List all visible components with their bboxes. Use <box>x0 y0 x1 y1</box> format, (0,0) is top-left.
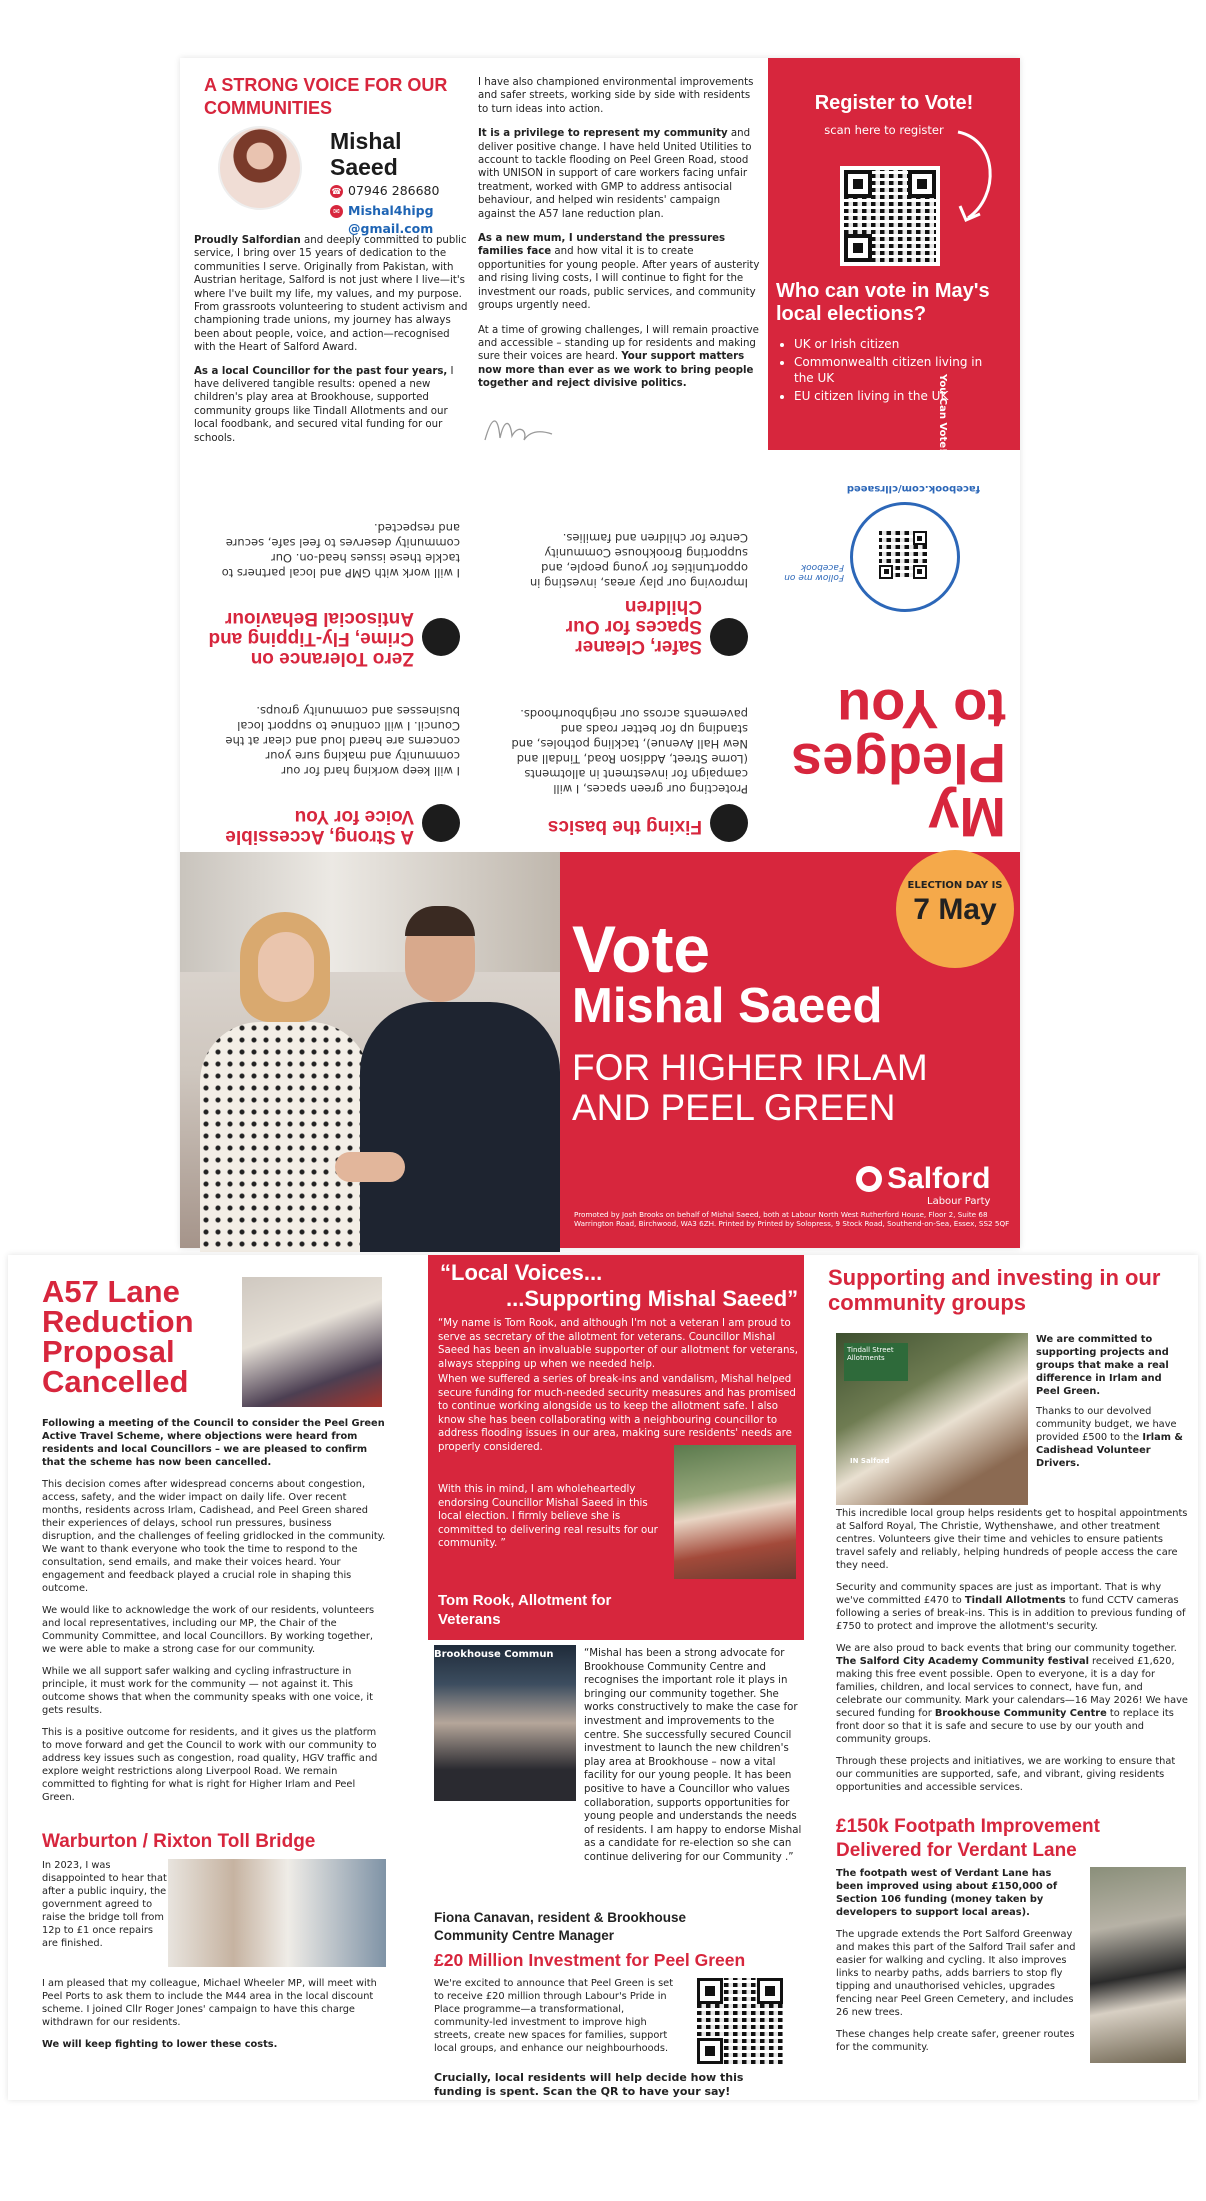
badge-date: 7 May <box>913 893 997 926</box>
toll-p1: In 2023, I was disappointed to hear that after a public inquiry, the government agreed to raise the bridge toll from 12p to £1 once repairs are finished. <box>42 1860 167 1949</box>
scan-caption: scan here to register <box>824 123 944 137</box>
email-icon: ✉ <box>330 205 343 218</box>
a57-heading: A57 Lane Reduction Proposal Cancelled <box>42 1274 194 1399</box>
voices-title-1: “Local Voices... <box>440 1260 603 1285</box>
bio-text <box>194 234 470 445</box>
you-can-vote-side: You Can Vote! <box>937 374 948 453</box>
pledges-title-3: to You <box>836 678 1006 741</box>
photo-person-1-dress <box>200 1022 370 1252</box>
curved-arrow-icon <box>950 126 1002 226</box>
pledge-4-heading: Zero Tolerance on Crime, Fly-Tipping and Antisocial Behaviour <box>208 608 414 669</box>
who-can-vote-heading: Who can vote in May's local elections? <box>776 280 990 325</box>
brookhouse-quote: “Mishal has been a strong advocate for Brookhouse Community Centre and recognises the important role it plays in bringing our community together. She works constructively to make the case for investment and improvements to the centre. She successfully secured Council investment to launch the new children's play area at Brookhouse – now a vital facility for our young people. It has been positive to have a Councillor who values collaboration, supports opportunities for young people and understands the needs of residents. I am happy to endorse Mishal as a candidate for re-election so she can continue delivering for our Community .” <box>584 1648 802 1863</box>
pledge-1-text: Protecting our green spaces, I will campaign for investment in allotments (Lorne Street, Addison Road, Tindall and New Hall Avenue), tackling potholes, and standing up for better roads and pavements across our neighbourhoods. <box>511 707 748 796</box>
facebook-qr-ring[interactable] <box>850 502 960 612</box>
a57-lead: Following a meeting of the Council to consider the Peel Green Active Travel Scheme, where objections were heard from residents and local Councillors – we are pleased to confirm that the scheme has now been cancelled. <box>42 1418 385 1468</box>
pledges-title-2: Pledges <box>791 732 1006 795</box>
salford-labour-logo <box>856 1162 990 1207</box>
community-p2a: Security and community spaces are just as important. That is why we've committed £470 to <box>836 1582 1162 1606</box>
a57-body <box>42 1417 387 1813</box>
vote-hero-panel <box>560 852 1020 1248</box>
mid-p3-bold: As a new mum, I understand the pressures families face <box>478 233 726 258</box>
candidate-last-name: Saeed <box>330 154 398 180</box>
footpath-body <box>836 1867 1082 2063</box>
pledge-bullet <box>422 804 460 842</box>
phone-icon: ☎ <box>331 187 342 196</box>
community-p3c: received £1,620, making this free event possible. Open to everyone, it is a day for families, children, and local services to connect, have fun, and celebrate our community. Mark your calendars—16 May 2026! We have secured funding for <box>836 1656 1188 1719</box>
footpath-p1: The upgrade extends the Port Salford Greenway and makes this part of the Salford Trail safer and easier for walking and cycling. It also improves links to nearby paths, adds barriers to stop fly tipping and unauthorised vehicles, upgrades fencing near Peel Green Cemetery, and includes 26 new trees. <box>836 1929 1076 2018</box>
footpath-photo <box>1090 1867 1186 2063</box>
register-title: Register to Vote! <box>814 92 974 114</box>
ward-line-2: AND PEEL GREEN <box>572 1087 896 1128</box>
community-p4: Through these projects and initiatives, we are working to ensure that our communities are supported, safe, and vibrant, giving residents opportunities and accessible services. <box>836 1756 1176 1793</box>
pledge-4-text: I will work with GMP and local partners to tackle these issues head-on. Our community deserves to feel safe, secure and respected. <box>221 521 460 580</box>
pledge-1-heading: Fixing the basics <box>547 816 702 837</box>
toll-body-2 <box>42 1977 387 2060</box>
bio-p2: I have delivered tangible results: opened a new children's play area at Brookhouse, supported community groups like Tindall Allotments and our local foodbank, and secured vital funding for our schools. <box>194 365 454 444</box>
footpath-lead: The footpath west of Verdant Lane has been improved using about £150,000 of Section 106 funding (money taken by developers to support local areas). <box>836 1868 1058 1918</box>
pledges-section <box>180 450 1020 852</box>
investment-heading: £20 Million Investment for Peel Green <box>434 1950 746 1970</box>
pledge-2-text: I will keep working hard for our community and making sure your concerns are heard loud and clear at the Council. I will continue to support local businesses and community groups. <box>225 704 460 778</box>
photo-handshake <box>335 1152 405 1182</box>
community-p3d: Brookhouse Community Centre <box>934 1708 1107 1719</box>
mid-p2: and deliver positive change. I have held United Utilities to account to tackle flooding on Peel Green Road, stood with UNISON in support of care workers facing unfair treatment, worked with GMP to address antisocial behaviour, and helped win residents' campaign against the A57 lane reduction plan. <box>478 128 752 220</box>
eligibility-list <box>794 336 994 404</box>
community-lead: We are committed to supporting projects and groups that make a real difference in Irlam and Peel Green. <box>1036 1334 1169 1397</box>
brookhouse-photo <box>434 1645 576 1801</box>
allotments-sign: Tindall Street Allotments <box>844 1343 908 1381</box>
mid-p4: At a time of growing challenges, I will remain proactive and accessible – standing up for residents and making sure their voices are heard. <box>478 324 759 363</box>
logo-text: Salford <box>887 1162 991 1195</box>
toll-heading: Warburton / Rixton Toll Bridge <box>42 1831 316 1852</box>
leaflet-front-sheet <box>180 58 1020 1248</box>
toll-p2: I am pleased that my colleague, Michael Wheeler MP, will meet with Peel Ports to ask them to include the M44 area in the local discount scheme. I joined Cllr Roger Jones' campaign to have this charge withdrawn for our residents. <box>42 1978 377 2028</box>
candidate-first-name: Mishal <box>330 128 402 154</box>
pledge-bullet <box>710 804 748 842</box>
candidate-avatar <box>218 126 302 210</box>
imprint: Promoted by Josh Brooks on behalf of Mishal Saeed, both at Labour North West Rutherford House, Floor 2, Suite 68 Warrington Road, Birchwood, WA3 6ZH. Printed by Printed by Solopress, 9 Stock Road, Southend-on-Sea, Essex, SS2 5QF <box>574 1210 1010 1228</box>
tom-quote-top: “My name is Tom Rook, and although I'm not a veteran I am proud to serve as secretary of the allotment for veterans. Councillor Mishal Saeed has been an invaluable supporter of our allotment for veterans, always stepping up when we needed help. <box>438 1318 798 1370</box>
email-part-2[interactable]: @gmail.com <box>348 221 434 236</box>
pledge-3-text: Improving our play areas, investing in opportunities for young people, and supporting Brookhouse Community Centre for children and families. <box>529 531 748 590</box>
bio-p1: and deeply committed to public service, I bring over 15 years of dedication to the communities I serve. Originally from Pakistan, with Austrian heritage, Salford is not just where I live—it's where I've built my life, my values, and my purpose. From grassroots volunteering to student activism and championing trade unions, my journey has always been about people, voice, and action—recognised with the Heart of Salford Award. <box>194 235 468 354</box>
tindall-allotments-photo <box>836 1333 1028 1505</box>
mid-p4-bold: Your support matters now more than ever as we work to bring people together and reject divisive politics. <box>478 351 754 390</box>
strong-voice-heading: A STRONG VOICE FOR OUR COMMUNITIES <box>204 75 448 118</box>
vote-heading: Vote <box>572 912 711 986</box>
badge-label: ELECTION DAY IS <box>907 880 1003 891</box>
eligibility-item: • Commonwealth citizen living in the UK <box>794 354 994 386</box>
footpath-p2: These changes help create safer, greener routes for the community. <box>836 2029 1075 2053</box>
community-p2c: to fund CCTV cameras following a series of break-ins. This is in addition to previous funding of £750 to protect and improve the allotment's security. <box>836 1595 1186 1632</box>
facebook-qr-code[interactable] <box>877 529 929 581</box>
toll-body-1 <box>42 1859 170 1959</box>
tom-quote-mid: When we suffered a series of break-ins and vandalism, Mishal helped secure funding for much-needed security measures and has promised to continue working alongside us to keep the allotment safe. I also know she has been collaborating with a neighbouring councillor to address flooding issues in our area, making sure residents' needs are properly considered. <box>438 1374 796 1453</box>
candidate-with-mayor-photo <box>180 852 560 1248</box>
voices-title-2: ...Supporting Mishal Saeed” <box>506 1286 799 1311</box>
community-p3e: to replace its front door so that it is safe and secure to use by our youth and community groups. <box>836 1708 1174 1745</box>
pledge-bullet <box>422 618 460 656</box>
pledge-bullet <box>710 618 748 656</box>
tom-signature: Tom Rook, Allotment for Veterans <box>438 1592 612 1628</box>
middle-text <box>478 76 760 391</box>
email-line[interactable] <box>330 202 434 238</box>
a57-p1: This decision comes after widespread concerns about congestion, access, safety, and the wider impact on daily life. Over recent months, residents across Irlam, Cadishead, and Peel Green shared their experiences of delays, school run pressures, business disruption, and the challenges of feeling gridlocked in the community. We want to thank everyone who took the time to respond to the consultation, send emails, and make their voices heard. Your engagement and feedback played a crucial role in shaping this outcome. <box>42 1479 386 1594</box>
mid-p1: I have also championed environmental improvements and safer streets, working side by side with residents to turn ideas into action. <box>478 77 754 115</box>
photo-person-1-face <box>258 932 314 1002</box>
register-qr-code[interactable] <box>840 166 940 266</box>
tom-rook-photo <box>674 1445 796 1579</box>
facebook-url[interactable]: facebook.com/cllrsaeed <box>846 483 980 494</box>
mid-p3: and how vital it is to create opportunities for young people. After years of austerity and rising living costs, I will continue to fight for the investment our roads, public services, and community groups urgently need. <box>478 246 760 312</box>
community-p1c: This incredible local group helps residents get to hospital appointments at Salford Royal, The Christie, Wythenshawe, and other treatment centres. Volunteers give their time and vehicles to ensure patients travel safely and reliably, helping hundreds of people access the care they need. <box>836 1508 1188 1571</box>
brookhouse-sign: Brookhouse Commun <box>434 1649 554 1660</box>
ward-line-1: FOR HIGHER IRLAM <box>572 1047 928 1088</box>
investment-cta: Crucially, local residents will help decide how this funding is spent. Scan the QR to have your say! <box>434 2071 744 2098</box>
local-voices-panel <box>428 1255 804 1640</box>
phone-line <box>330 182 439 200</box>
eligibility-item: • EU citizen living in the UK <box>794 388 994 404</box>
logo-subtext: Labour Party <box>927 1196 991 1207</box>
signature <box>480 410 560 450</box>
community-p1-wrap <box>1036 1405 1186 1505</box>
allotments-sign-sub: IN Salford <box>850 1457 890 1465</box>
pledge-3-heading: Safer, Cleaner Spaces for Our Children <box>565 596 702 657</box>
email-part-1[interactable]: Mishal4hipg <box>348 203 434 218</box>
leaflet-back-sheet <box>8 1255 1198 2100</box>
pledges-title-1: My <box>928 786 1006 849</box>
footpath-heading: £150k Footpath Improvement Delivered for Verdant Lane <box>836 1816 1100 1861</box>
tom-quote-end: With this in mind, I am wholeheartedly endorsing Councillor Mishal Saeed in this local election. I firmly believe she is committed to delivering real results for our community. ” <box>438 1484 658 1550</box>
community-lead-wrap <box>1036 1333 1186 1407</box>
community-p3b: The Salford City Academy Community festival <box>836 1656 1089 1667</box>
phone-number: 07946 286680 <box>348 183 440 198</box>
a57-p2: We would like to acknowledge the work of our residents, volunteers and local representatives, including our MP, the Chair of the Community Committee, and local Councillors. By working together, we were able to make a strong case for our community. <box>42 1605 375 1655</box>
fiona-signature: Fiona Canavan, resident & Brookhouse Community Centre Manager <box>434 1910 687 1943</box>
candidate-heading: Mishal Saeed <box>572 979 883 1033</box>
mid-p2-bold: It is a privilege to represent my community <box>478 128 728 140</box>
pledge-2-heading: A Strong, Accessible Voice for You <box>225 806 414 847</box>
brookhouse-quote-wrap <box>584 1647 802 1863</box>
rose-icon <box>856 1166 882 1192</box>
community-p3a: We are also proud to back events that bring our community together. <box>836 1643 1177 1654</box>
investment-qr-code[interactable] <box>694 1975 786 2067</box>
photo-person-2-suit <box>360 1002 560 1252</box>
a57-photo <box>242 1277 382 1407</box>
community-p1a: Thanks to our devolved community budget, we have provided £500 to the <box>1036 1406 1177 1443</box>
election-day-badge <box>896 850 1014 968</box>
community-body <box>836 1507 1188 1803</box>
community-p1b: Irlam & Cadishead Volunteer Drivers. <box>1036 1432 1183 1469</box>
register-panel <box>768 58 1020 453</box>
a57-p3: While we all support safer walking and cycling infrastructure in principle, it must work for the community — not against it. This outcome shows that when the community speaks with one voice, it gets results. <box>42 1666 373 1716</box>
community-p2b: Tindall Allotments <box>964 1595 1066 1606</box>
bio-p2-bold: As a local Councillor for the past four years, <box>194 365 448 377</box>
toll-p3: We will keep fighting to lower these costs. <box>42 2039 278 2050</box>
photo-background <box>180 852 560 972</box>
follow-facebook: Follow me on Facebook <box>784 562 844 582</box>
bio-p1-bold: Proudly Salfordian <box>194 235 301 246</box>
eligibility-item: • UK or Irish citizen <box>794 336 994 352</box>
a57-p4: This is a positive outcome for residents, and it gives us the platform to move forward and get the Council to work with our community to address key issues such as congestion, road quality, HGV traffic and explore weight restrictions along Liverpool Road. We remain committed to fighting for what is right for Higher Irlam and Peel Green. <box>42 1727 378 1803</box>
community-heading: Supporting and investing in our community groups <box>828 1265 1161 1315</box>
investment-text: We're excited to announce that Peel Green is set to receive £20 million through Labour's Pride in Place programme—a transformational, community-led investment to improve high streets, create new spaces for families, support local groups, and enhance our neighbourhoods. <box>434 1978 674 2054</box>
toll-meeting-photo <box>168 1859 386 1967</box>
